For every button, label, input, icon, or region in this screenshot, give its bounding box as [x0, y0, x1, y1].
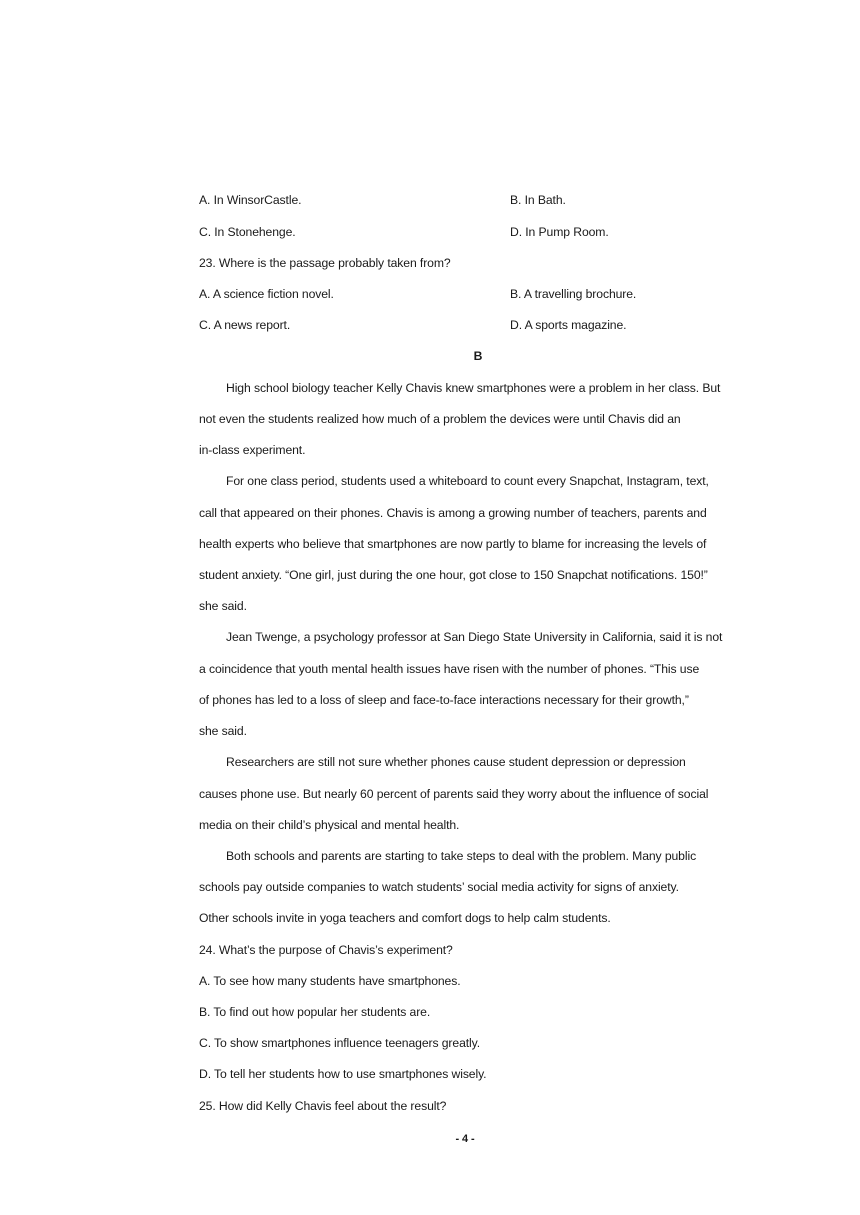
option-b: B. A travelling brochure. [510, 287, 637, 301]
option-d: D. A sports magazine. [510, 318, 627, 332]
passage-line: For one class period, students used a whiteboard to count every Snapchat, Instagram, text, [226, 474, 709, 488]
option-c: C. To show smartphones influence teenagers greatly. [199, 1036, 481, 1050]
passage-line: causes phone use. But nearly 60 percent of parents said they worry about the influence of social [199, 787, 709, 801]
passage-line: call that appeared on their phones. Chavis is among a growing number of teachers, parents and [199, 506, 707, 520]
option-d: D. To tell her students how to use smartphones wisely. [199, 1067, 487, 1081]
passage-line: she said. [199, 724, 247, 738]
question-24: 24. What’s the purpose of Chavis’s experiment? [199, 943, 453, 957]
passage-line: Other schools invite in yoga teachers and comfort dogs to help calm students. [199, 911, 611, 925]
option-d: D. In Pump Room. [510, 225, 609, 239]
option-b: B. To find out how popular her students are. [199, 1005, 431, 1019]
passage-line: media on their child’s physical and mental health. [199, 818, 460, 832]
passage-line: a coincidence that youth mental health issues have risen with the number of phones. “This use [199, 662, 700, 676]
option-c: C. A news report. [199, 318, 291, 332]
passage-line: of phones has led to a loss of sleep and face-to-face interactions necessary for their growth,” [199, 693, 689, 707]
option-a: A. To see how many students have smartphones. [199, 974, 461, 988]
question-25: 25. How did Kelly Chavis feel about the result? [199, 1099, 447, 1113]
passage-line: student anxiety. “One girl, just during the one hour, got close to 150 Snapchat notifications. 150!” [199, 568, 708, 582]
page-number: - 4 - [455, 1133, 475, 1145]
passage-line: Jean Twenge, a psychology professor at San Diego State University in California, said it is not [226, 630, 723, 644]
option-c: C. In Stonehenge. [199, 225, 296, 239]
passage-line: not even the students realized how much of a problem the devices were until Chavis did an [199, 412, 681, 426]
option-b: B. In Bath. [510, 193, 566, 207]
option-a: A. A science fiction novel. [199, 287, 334, 301]
passage-line: schools pay outside companies to watch students’ social media activity for signs of anxiety. [199, 880, 679, 894]
passage-line: Researchers are still not sure whether phones cause student depression or depression [226, 755, 686, 769]
section-heading: B [473, 349, 483, 363]
passage-line: Both schools and parents are starting to take steps to deal with the problem. Many public [226, 849, 697, 863]
passage-line: she said. [199, 599, 247, 613]
passage-line: health experts who believe that smartphones are now partly to blame for increasing the levels of [199, 537, 707, 551]
question-23: 23. Where is the passage probably taken from? [199, 256, 451, 270]
passage-line: in-class experiment. [199, 443, 306, 457]
passage-line: High school biology teacher Kelly Chavis knew smartphones were a problem in her class. But [226, 381, 721, 395]
option-a: A. In WinsorCastle. [199, 193, 302, 207]
